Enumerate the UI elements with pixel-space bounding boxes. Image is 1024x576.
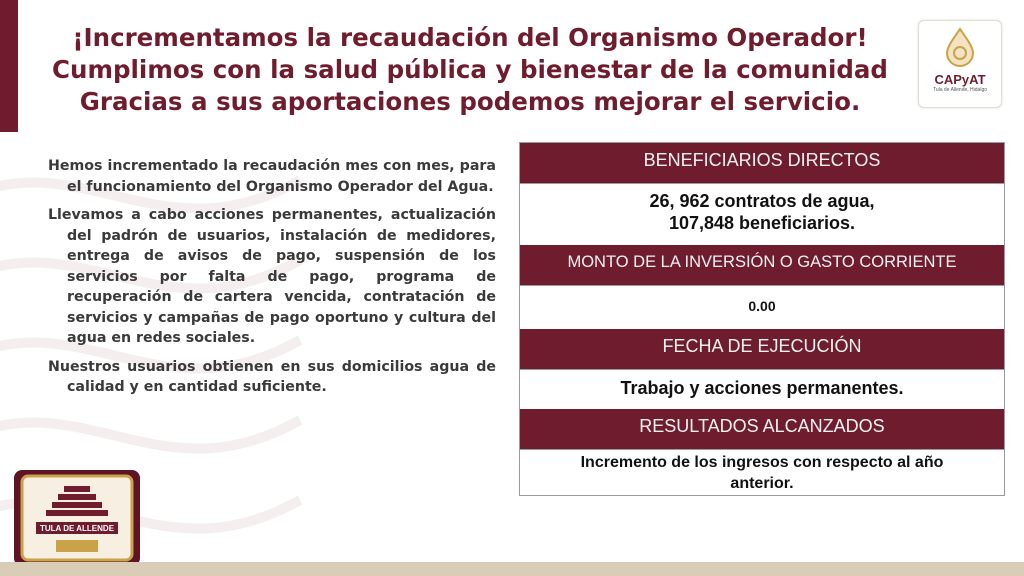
title-line-1: ¡Incrementamos la recaudación del Organismo Operador! — [72, 23, 868, 52]
page-title — [20, 22, 920, 118]
tula-logo-name: TULA DE ALLENDE — [39, 524, 115, 533]
header-beneficiarios: BENEFICIARIOS DIRECTOS — [520, 143, 1004, 183]
water-drop-emblem-icon — [943, 27, 977, 67]
capyat-logo-subtitle: Tula de Allende, Hidalgo — [932, 87, 988, 93]
tula-de-allende-logo — [14, 470, 140, 566]
paragraph-3: Nuestros usuarios obtienen en sus domicilios agua de calidad y en cantidad suficiente. — [48, 358, 496, 395]
capyat-logo-name: CAPyAT — [934, 72, 986, 87]
value-monto: 0.00 — [520, 285, 1004, 329]
value-fecha: Trabajo y acciones permanentes. — [520, 369, 1004, 409]
value-resultados — [520, 449, 1004, 495]
value-beneficiarios-count: 107,848 beneficiarios. — [668, 213, 856, 233]
value-resultados-line-2: anterior. — [730, 475, 794, 492]
footer-band — [0, 562, 1024, 576]
description — [48, 156, 496, 406]
info-table — [519, 142, 1005, 496]
title-line-3: Gracias a sus aportaciones podemos mejorar el servicio. — [79, 87, 861, 116]
capyat-logo — [918, 20, 1002, 108]
value-contratos: 26, 962 contratos de agua, — [649, 191, 875, 211]
header-resultados: RESULTADOS ALCANZADOS — [520, 409, 1004, 449]
title-line-2: Cumplimos con la salud pública y bienestar de la comunidad — [52, 55, 888, 84]
value-beneficiarios — [520, 183, 1004, 245]
municipal-emblem-icon — [14, 470, 140, 566]
paragraph-2: Llevamos a cabo acciones permanentes, actualización del padrón de usuarios, instalación de medidores, entrega de avisos de pago, suspensión de los servicios por falta de pago, programa de recuperación de cartera vencida, contratación de servicios y campañas de pago oportuno y cultura del agua en redes sociales. — [48, 207, 496, 346]
header-monto: MONTO DE LA INVERSIÓN O GASTO CORRIENTE — [520, 245, 1004, 285]
accent-bar — [0, 0, 18, 132]
header-fecha: FECHA DE EJECUCIÓN — [520, 329, 1004, 369]
value-resultados-line-1: Incremento de los ingresos con respecto al año — [580, 454, 944, 471]
paragraph-1: Hemos incrementado la recaudación mes con mes, para el funcionamiento del Organismo Operador del Agua. — [48, 158, 496, 195]
